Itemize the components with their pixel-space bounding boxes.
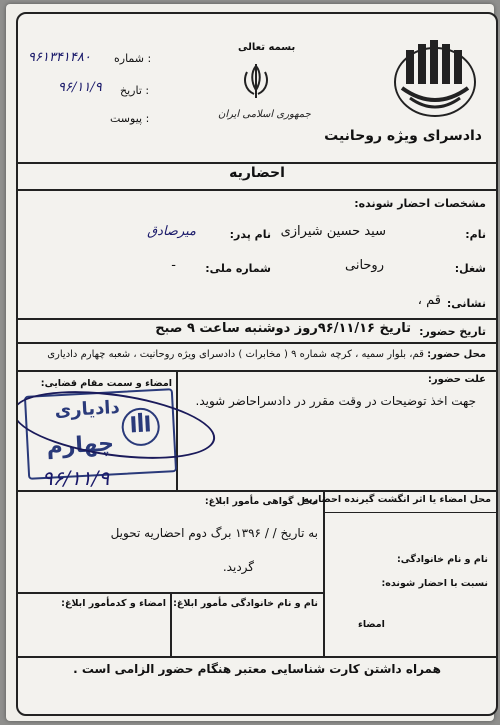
- date-label: تاریخ :: [120, 84, 150, 97]
- footer-note: همراه داشتن کارت شناسایی معتبر هنگام حضور الزامی است .: [73, 662, 441, 676]
- title-bottom-rule: [18, 189, 496, 191]
- court-logo-icon: [388, 36, 482, 120]
- title-top-rule: [18, 162, 496, 164]
- attachment-label: پیوست :: [110, 112, 150, 125]
- document-title: احضاریه: [229, 165, 285, 181]
- cert-text-1: به تاریخ / / ۱۳۹۶ برگ دوم احضاریه تحویل: [110, 526, 318, 540]
- name-label: نام:: [465, 228, 486, 241]
- job-value: روحانی: [344, 258, 384, 273]
- thumb-rule: [323, 512, 496, 513]
- divider-appointment: [18, 318, 496, 320]
- stamp-line-1: دادیاری: [54, 396, 121, 422]
- divider-footer: [18, 656, 496, 658]
- reason-value: جهت اخذ توضیحات در وقت مقرر در دادسراحاضر شوید.: [195, 394, 476, 408]
- handwritten-date: ۹۶/۱۱/۹: [42, 466, 110, 490]
- date-value: ۹۶/۱۱/۹: [58, 80, 102, 95]
- national-id-label: شماره ملی:: [205, 262, 271, 275]
- number-value: ۹۶۱۳۴۱۴۸۰: [28, 50, 91, 65]
- iran-emblem-icon: [239, 62, 273, 102]
- father-name-label: نام پدر:: [229, 228, 271, 241]
- relation-label: نسبت با احضار شونده:: [381, 578, 488, 589]
- judicial-signature-label: امضاء و سمت مقام قضایی:: [40, 378, 172, 389]
- officer-name-label: نام و نام خانوادگی مأمور ابلاغ:: [173, 598, 318, 609]
- stamp-line-2: چهارم: [45, 431, 115, 460]
- court-name: دادسرای ویژه روحانیت: [324, 128, 482, 144]
- divider-officer-vertical: [170, 592, 172, 656]
- receiver-name-label: نام و نام خانوادگی:: [396, 554, 488, 565]
- officer-cert-label: محل گواهی مأمور ابلاغ:: [204, 496, 318, 507]
- basmala: بسمه تعالی: [238, 42, 296, 53]
- place-line: [47, 349, 486, 360]
- divider-delivery-vertical: [323, 490, 325, 656]
- thumbprint-label: محل امضاء یا اثر انگشت گیرنده احضاریه: [303, 494, 491, 505]
- place-label: محل حضور:: [427, 349, 486, 360]
- country-name: جمهوری اسلامی ایران: [218, 109, 311, 120]
- reason-label: علت حضور:: [427, 374, 486, 385]
- appointment-label: تاریخ حضور:: [419, 325, 486, 338]
- officer-sign-label: امضاء و کدمأمور ابلاغ:: [61, 598, 166, 609]
- appointment-value: تاریخ ۹۶/۱۱/۱۶روز دوشنبه ساعت ۹ صبح: [155, 321, 411, 336]
- summons-paper: [6, 4, 494, 721]
- name-value: سید حسین شیرازی: [280, 224, 386, 239]
- national-id-value: -: [171, 258, 176, 273]
- divider-place: [18, 342, 496, 344]
- divider-delivery: [18, 490, 496, 492]
- place-value: قم، بلوار سمیه ، کرچه شماره ۹ ( مخابرات ) دادسرای ویژه روحانیت ، شعبه چهارم دادیاری: [47, 349, 424, 360]
- number-label: شماره :: [114, 52, 152, 65]
- summons-frame: [16, 12, 498, 716]
- cert-text-2: گردید.: [222, 560, 254, 574]
- job-label: شغل:: [454, 262, 486, 275]
- section-title: مشخصات احضار شونده:: [354, 197, 486, 210]
- address-label: نشانی:: [446, 297, 486, 310]
- divider-reason: [18, 370, 496, 372]
- father-name-value: میرصادق: [147, 224, 196, 239]
- receiver-sign-label: امضاء: [358, 619, 385, 630]
- address-value: قم ،: [417, 293, 441, 308]
